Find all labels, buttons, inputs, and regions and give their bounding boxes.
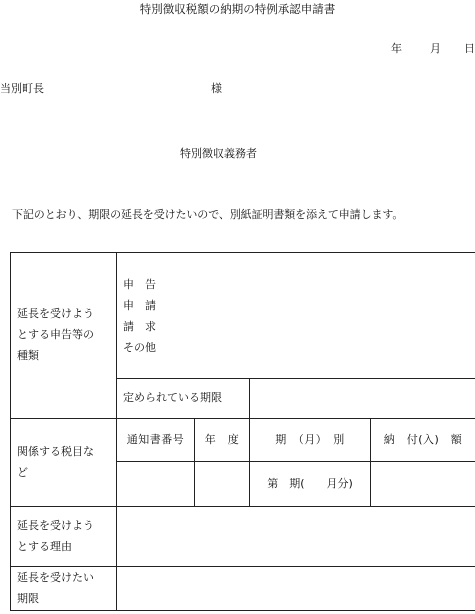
notice-number-field[interactable] xyxy=(117,462,195,507)
table-row xyxy=(11,253,475,379)
type-option: その他 xyxy=(123,340,156,354)
table-row xyxy=(11,419,475,462)
type-option: 申 請 xyxy=(123,298,156,312)
addressee-honorific: 様 xyxy=(211,82,222,95)
reason-label-line: 延長を受けよう xyxy=(17,518,94,532)
payment-amount-header: 納 付(入) 額 xyxy=(371,419,475,462)
fiscal-year-field[interactable] xyxy=(195,462,250,507)
desired-deadline-label-cell xyxy=(11,567,117,611)
period-field[interactable]: 第 期( 月分) xyxy=(250,462,371,507)
deadline-label: 定められている期限 xyxy=(117,379,250,419)
reason-label-line: とする理由 xyxy=(17,539,72,553)
type-option: 申 告 xyxy=(123,277,156,291)
period-header: 期 （月） 別 xyxy=(250,419,371,462)
notice-number-header: 通知書番号 xyxy=(117,419,195,462)
type-label-line: 種類 xyxy=(17,348,39,362)
tax-label-cell xyxy=(11,419,117,507)
type-label-cell xyxy=(11,253,117,419)
tax-label-line: ど xyxy=(17,465,28,479)
obligor-label: 特別徴収義務者 xyxy=(180,147,257,160)
type-label-line: 延長を受けよう xyxy=(17,307,94,321)
date-day-label: 日 xyxy=(464,42,475,55)
tax-label-line: 関係する税目な xyxy=(17,444,94,458)
desired-deadline-field[interactable] xyxy=(117,567,475,611)
desired-deadline-label-line: 期限 xyxy=(17,591,39,605)
type-options-cell[interactable] xyxy=(117,253,475,379)
date-year-label: 年 xyxy=(391,42,402,55)
fiscal-year-header: 年 度 xyxy=(195,419,250,462)
document-title: 特別徴収税額の納期の特例承認申請書 xyxy=(139,2,336,16)
payment-amount-field[interactable] xyxy=(371,462,475,507)
application-form-table xyxy=(10,252,475,611)
reason-label-cell xyxy=(11,507,117,567)
type-option: 請 求 xyxy=(123,319,156,333)
table-row xyxy=(11,567,475,611)
date-month-label: 月 xyxy=(430,42,441,55)
request-statement: 下記のとおり、期限の延長を受けたいので、別紙証明書類を添えて申請します。 xyxy=(12,208,404,221)
deadline-value-field[interactable] xyxy=(250,379,475,419)
type-label-line: とする申告等の xyxy=(17,328,94,342)
table-row xyxy=(11,507,475,567)
reason-field[interactable] xyxy=(117,507,475,567)
addressee-name: 当別町長 xyxy=(0,82,44,95)
desired-deadline-label-line: 延長を受けたい xyxy=(17,570,94,584)
